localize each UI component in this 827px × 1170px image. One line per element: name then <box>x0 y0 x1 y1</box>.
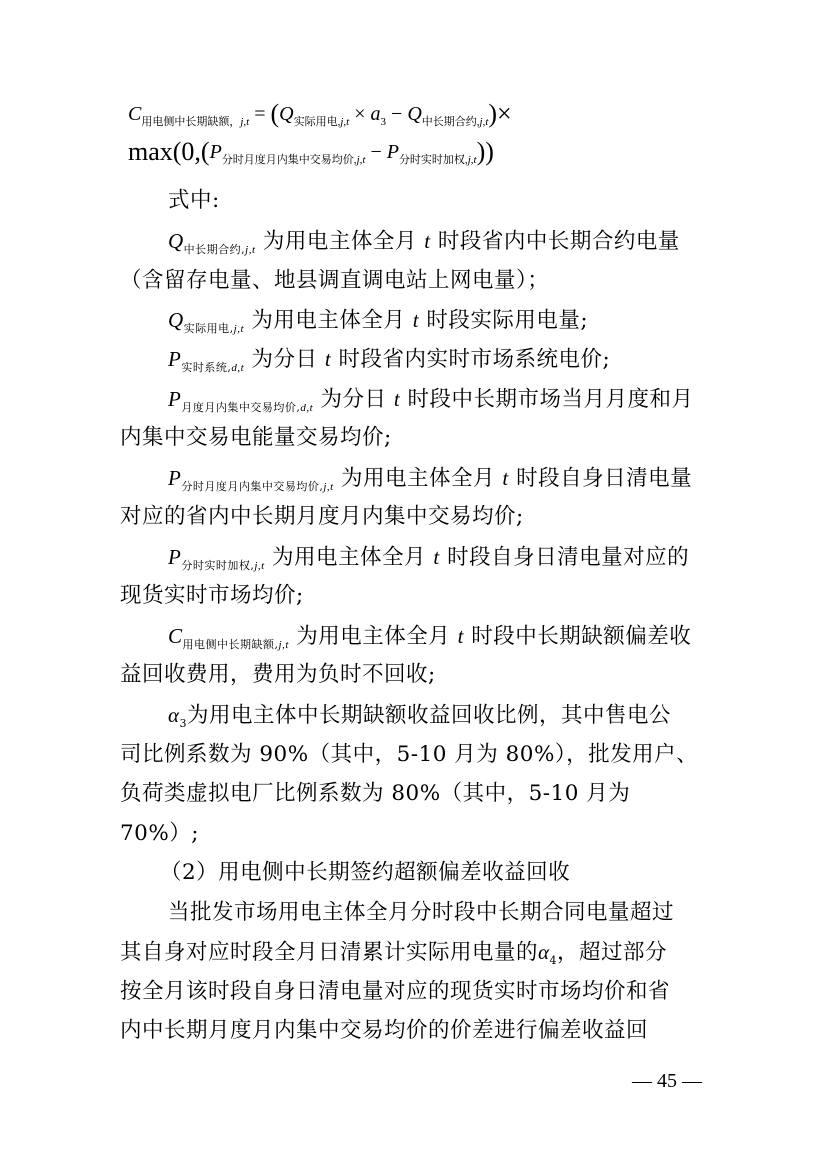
definition-q-contract-cont: （含留存电量、地县调直调电站上网电量）； <box>120 268 550 293</box>
formula-sub-idx: j,t <box>340 116 350 128</box>
def-sub: 中长期合约, <box>183 243 246 256</box>
definition-alpha3-cont-3: 70%）; <box>120 821 200 846</box>
para-sub: 4 <box>549 954 558 967</box>
paragraph-line-1: 当批发市场用电主体全月分时段中长期合同电量超过 <box>168 900 675 925</box>
def-t: t <box>324 347 332 371</box>
formula-line-1 <box>128 100 512 136</box>
def-var: C <box>168 624 183 648</box>
def-var: Q <box>168 308 184 332</box>
definition-p-timeshare-realtime <box>168 541 689 582</box>
def-text: 时段自身日清电量 <box>508 466 693 491</box>
formula-var-q: Q <box>279 103 294 125</box>
def-idx: d,t <box>300 402 314 414</box>
formula-var-p: P <box>209 141 222 163</box>
def-idx: j,t <box>245 244 256 256</box>
definition-p-timeshare-monthly <box>168 462 692 503</box>
definition-p-timeshare-monthly-cont: 对应的省内中长期月度月内集中交易均价; <box>120 504 524 529</box>
def-text: 为分日 <box>320 387 394 412</box>
def-text: 时段中长期市场当月月度和月 <box>400 387 694 412</box>
def-var: P <box>168 545 182 569</box>
def-var: α <box>168 703 180 727</box>
def-text: 时段省内中长期合约电量 <box>430 229 680 254</box>
def-var: P <box>168 347 182 371</box>
formula-sub: 3 <box>380 116 387 128</box>
def-text: 为用电主体全月 <box>272 545 434 570</box>
formula-sub-idx: j,t <box>356 154 366 166</box>
def-var: Q <box>168 229 184 253</box>
def-sub: 月度月内集中交易均价, <box>181 401 301 414</box>
def-var: P <box>168 387 182 411</box>
definition-p-realtime <box>168 343 610 384</box>
definition-p-timeshare-realtime-cont: 现货实时市场均价; <box>120 583 304 608</box>
def-sub: 分时实时加权, <box>181 559 255 572</box>
formula-sub: 分时月度月内集中交易均价, <box>221 154 357 166</box>
def-text: 时段省内实时市场系统电价; <box>331 347 611 372</box>
formula-paren: ( <box>270 99 280 128</box>
formula-op: × <box>349 103 371 125</box>
def-sub: 实时系统, <box>181 361 232 374</box>
def-t: t <box>457 624 464 648</box>
def-t: t <box>433 545 440 569</box>
para-var-alpha: α <box>538 940 550 964</box>
formula-sub-idx: j,t <box>467 154 477 166</box>
shizhong-label: 式中: <box>168 188 220 213</box>
formula-sub: 中长期合约, <box>421 116 480 128</box>
def-text: 时段自身日清电量对应的 <box>439 545 690 570</box>
definition-c-shortfall-cont: 益回收费用，费用为负时不回收; <box>120 662 436 687</box>
def-text: 为分日 <box>251 347 325 372</box>
formula-sub-idx: j,t <box>240 116 250 128</box>
para-text: ，超过部分 <box>557 940 668 965</box>
def-sub: 3 <box>179 717 188 730</box>
formula-op: − <box>386 103 408 125</box>
def-idx: j,t <box>323 481 334 493</box>
def-text: 为用电主体全月 <box>296 624 458 649</box>
paragraph-line-2 <box>120 936 667 977</box>
definition-alpha3-cont-1: 司比例系数为 90%（其中，5-10 月为 80%），批发用户、 <box>120 742 699 767</box>
def-text: 为用电主体全月 <box>262 229 425 254</box>
def-idx: d,t <box>231 362 245 374</box>
formula-line-2 <box>128 138 494 174</box>
para-text: 其自身对应时段全月日清累计实际用电量的 <box>120 940 539 965</box>
formula-paren: )× <box>488 99 512 128</box>
definition-alpha3-cont-2: 负荷类虚拟电厂比例系数为 80%（其中，5-10 月为 <box>120 781 631 806</box>
formula-max: max(0,( <box>128 137 210 166</box>
definition-p-monthly-cont: 内集中交易电能量交易均价; <box>120 425 392 450</box>
def-idx: j,t <box>254 560 265 572</box>
definition-q-contract <box>168 225 680 266</box>
formula-var-c: C <box>128 103 142 125</box>
formula-sub: 分时实时加权, <box>398 154 468 166</box>
def-t: t <box>393 387 401 411</box>
formula-sub: 实际用电, <box>293 116 341 128</box>
formula-sub: 用电侧中长期缺额， <box>141 116 241 128</box>
formula-var-q: Q <box>407 103 422 125</box>
def-text: 为用电主体全月 <box>251 308 413 333</box>
formula-var-a: a <box>370 103 381 125</box>
definition-q-actual <box>168 304 588 345</box>
paragraph-line-3: 按全月该时段自身日清电量对应的现货实时市场均价和省 <box>120 979 671 1004</box>
def-sub: 实际用电, <box>183 322 234 335</box>
def-sub: 用电侧中长期缺额, <box>182 638 279 651</box>
page-number: — 45 — <box>632 1070 702 1092</box>
definition-alpha3 <box>168 699 671 740</box>
def-idx: j,t <box>278 639 289 651</box>
formula-op: − <box>365 141 387 163</box>
def-text: 为用电主体中长期缺额收益回收比例，其中售电公 <box>187 703 672 728</box>
def-text: 为用电主体全月 <box>341 466 503 491</box>
formula-sub-idx: j,t <box>479 116 489 128</box>
def-idx: j,t <box>233 323 245 335</box>
section-heading: （2）用电侧中长期签约超额偏差收益回收 <box>160 860 571 885</box>
def-text: 时段实际用电量; <box>419 308 589 333</box>
def-text: 时段中长期缺额偏差收 <box>463 624 692 649</box>
paragraph-line-4: 内中长期月度月内集中交易均价的价差进行偏差收益回 <box>120 1018 649 1043</box>
definition-p-monthly <box>168 383 694 424</box>
def-t: t <box>412 308 420 332</box>
def-t: t <box>424 229 431 253</box>
def-t: t <box>502 466 509 490</box>
formula-var-p: P <box>386 141 399 163</box>
def-var: P <box>168 466 182 490</box>
def-sub: 分时月度月内集中交易均价, <box>181 480 324 493</box>
definition-c-shortfall <box>168 620 691 661</box>
formula-eq: = <box>249 103 271 125</box>
formula-paren: )) <box>476 137 494 166</box>
